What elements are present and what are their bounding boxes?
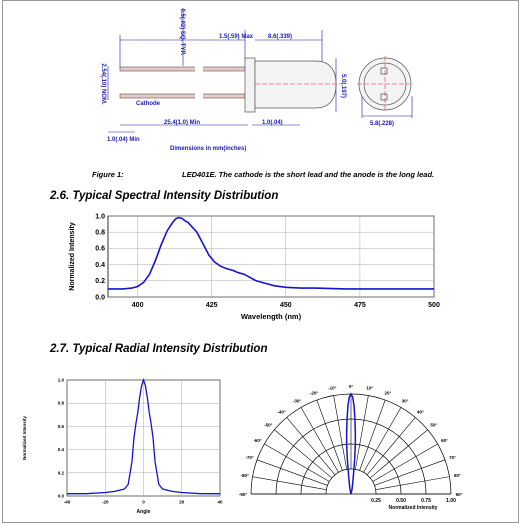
y-tick-label: 0.6: [57, 423, 64, 429]
angle-tick-label: 60°: [441, 438, 448, 443]
x-tick-label: 500: [428, 302, 440, 309]
angle-tick-label: 70°: [449, 455, 456, 461]
angle-tick-label: -20°: [309, 390, 319, 396]
angle-tick-label: 40°: [417, 409, 424, 415]
angle-tick-label: 0°: [348, 384, 354, 389]
angle-tick-label: -30°: [292, 398, 302, 404]
polar-spoke: [253, 477, 327, 490]
dim-units-note: Dimensions in mm(inches): [170, 146, 247, 152]
y-tick-label: 0.0: [95, 294, 105, 302]
polar-spoke: [334, 396, 347, 470]
polar-intensity-chart: [230, 372, 470, 520]
angle-tick-label: 30°: [401, 398, 409, 404]
polar-spoke: [301, 407, 339, 472]
angle-tick-label: -60°: [253, 438, 262, 443]
angle-tick-label: 90°: [455, 492, 463, 497]
dim-lead-spacing: 0.5(.02) SQ. TYP.: [179, 8, 185, 56]
led-dimension-drawing: [80, 5, 430, 155]
radial-tick-label: 1.00: [446, 498, 456, 504]
angle-tick-label: -80°: [240, 473, 249, 479]
dim-flange-max: 1.5(.59) Max: [219, 34, 254, 40]
x-axis-label: Wavelength (nm): [240, 312, 302, 321]
spectral-intensity-chart: [60, 206, 450, 336]
y-tick-label: 0.6: [95, 245, 105, 253]
angle-tick-label: -70°: [245, 455, 254, 461]
angle-tick-label: -50°: [264, 422, 273, 428]
x-tick-label: 425: [205, 302, 218, 309]
angle-tick-label: 10°: [366, 385, 374, 391]
angle-tick-label: -90°: [238, 492, 248, 497]
section-2-6-heading: 2.6. Typical Spectral Intensity Distribution: [50, 190, 279, 202]
polar-spoke: [355, 396, 368, 470]
y-tick-label: 0.8: [95, 229, 105, 237]
section-2-7-heading: 2.7. Typical Radial Intensity Distribution: [50, 343, 268, 355]
polar-spoke: [364, 407, 402, 472]
polar-spoke: [374, 460, 444, 486]
figure-label: Figure 1:: [92, 170, 124, 179]
y-tick-label: 0.8: [57, 400, 64, 406]
x-tick-label: 0: [142, 499, 145, 505]
y-tick-label: 1.0: [95, 213, 105, 221]
polar-spoke: [373, 444, 438, 482]
dim-body-dia: 5.0(.197): [340, 73, 346, 99]
dim-flange-dia: 5.8(.228): [370, 121, 395, 127]
y-tick-label: 0.0: [57, 493, 64, 499]
polar-spoke: [376, 477, 450, 490]
x-tick-label: 40: [217, 499, 223, 505]
radial-tick-label: 0.50: [396, 498, 406, 504]
radial-tick-label: 0.25: [371, 498, 381, 504]
y-tick-label: 0.4: [57, 447, 64, 453]
figure-caption: LED401E. The cathode is the short lead and the anode is the long lead.: [182, 170, 435, 179]
x-tick-label: -40: [63, 499, 71, 505]
polar-spoke: [264, 444, 329, 482]
polar-spoke: [360, 400, 386, 470]
dim-cathode: Cathode: [136, 101, 160, 107]
angle-tick-label: 20°: [384, 390, 392, 396]
polar-spoke: [257, 460, 327, 486]
y-axis-label: Normalized Intensity: [69, 222, 76, 291]
radial-tick-label: 0.75: [421, 498, 431, 504]
angle-tick-label: -10°: [328, 385, 337, 391]
y-tick-label: 1.0: [57, 377, 64, 383]
x-tick-label: 20: [179, 499, 185, 505]
y-tick-label: 0.2: [95, 278, 105, 286]
polar-axis-label: Normalized Intensity: [388, 505, 438, 511]
dim-lead-min: 25.4(1.0) Min: [164, 120, 201, 126]
x-axis-label: Angle: [136, 509, 151, 515]
dim-lead-pitch: 2.54(.10) NOM.: [100, 63, 106, 105]
angle-tick-label: 50°: [430, 422, 438, 428]
x-tick-label: 450: [279, 302, 292, 309]
polar-spoke: [317, 400, 343, 470]
dim-flat: 1.0(.04): [262, 120, 283, 126]
x-tick-label: 400: [131, 302, 144, 309]
dim-stub-min: 1.0(.04) Min: [107, 137, 140, 143]
angle-tick-label: -40°: [277, 409, 286, 415]
y-tick-label: 0.4: [95, 261, 105, 269]
y-tick-label: 0.2: [57, 470, 64, 476]
angle-tick-label: 80°: [453, 473, 461, 479]
y-axis-label: Normalized Intensity: [22, 415, 27, 461]
dim-body-len: 8.6(.339): [268, 34, 293, 40]
x-tick-label: 475: [354, 302, 366, 309]
radial-intensity-chart: [15, 370, 230, 520]
x-tick-label: -20: [101, 499, 109, 505]
